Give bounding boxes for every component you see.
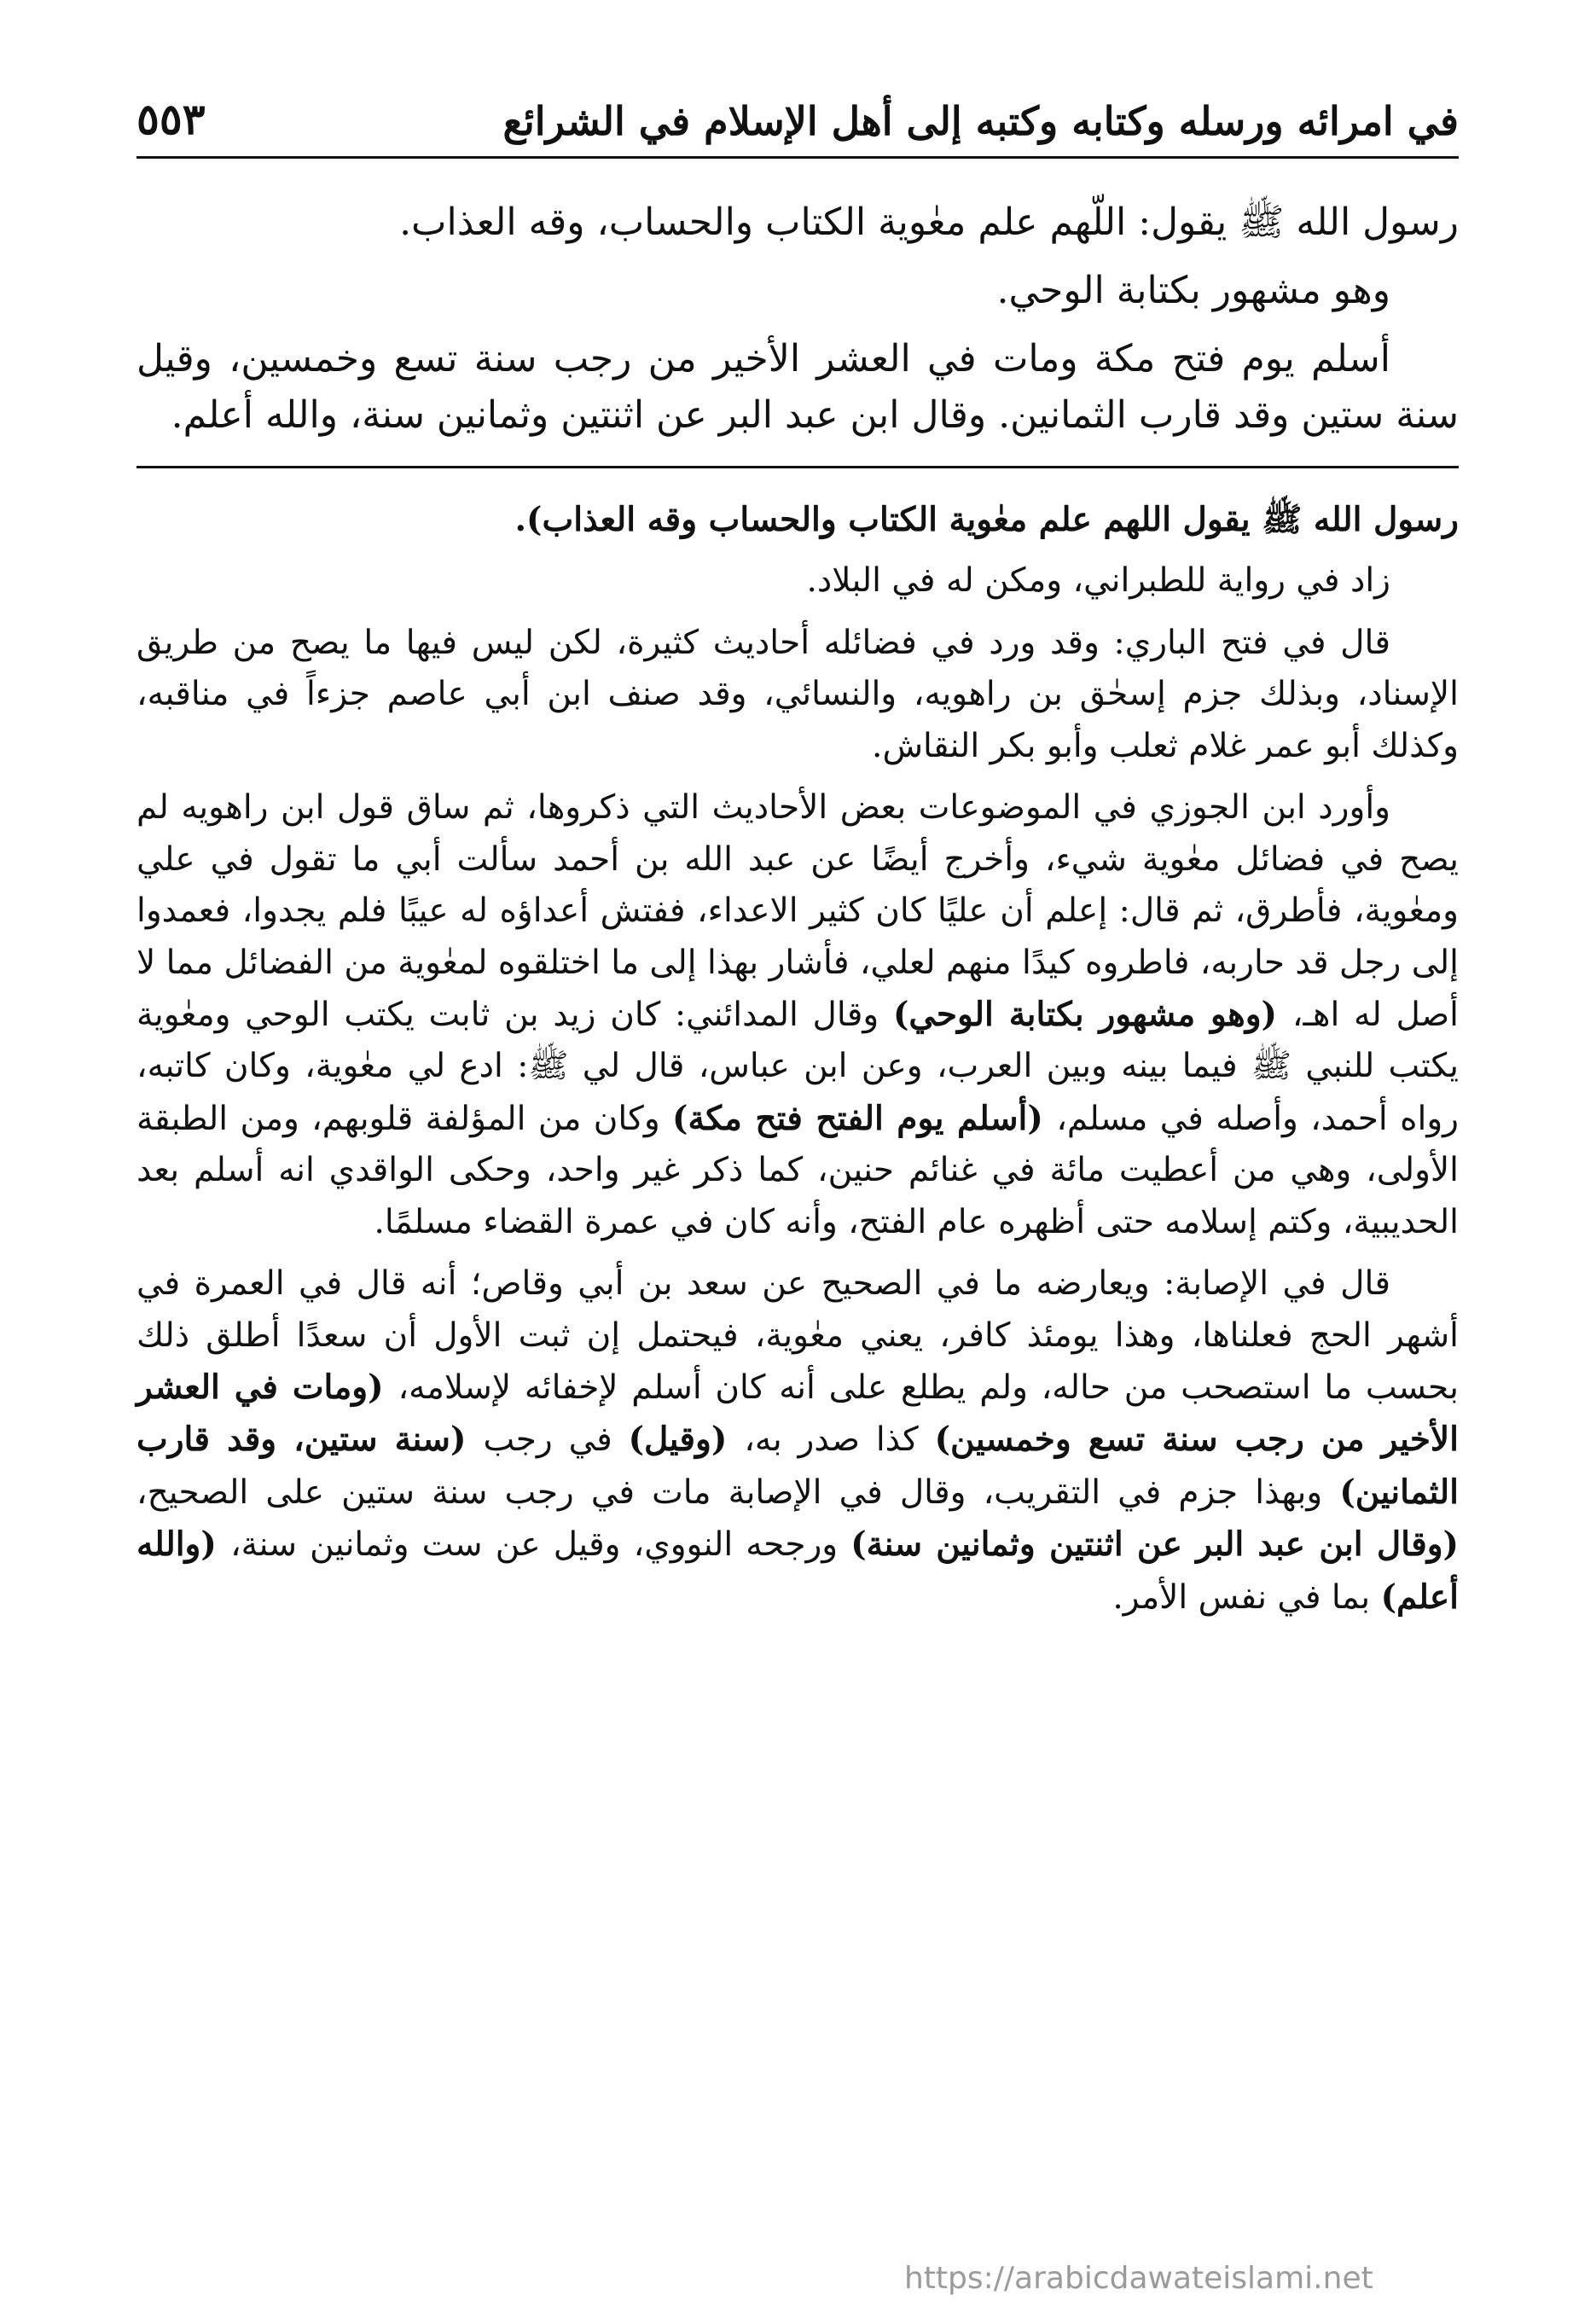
quoted-phrase: (وقيل) bbox=[628, 1420, 745, 1460]
running-title: في امرائه ورسله وكتابه وكتبه إلى أهل الإسلام في الشرائع bbox=[502, 98, 1459, 144]
quoted-phrase: (والله أعلم) bbox=[136, 1525, 1459, 1617]
main-text bbox=[136, 195, 1459, 444]
quoted-phrase: (سنة ستين، وقد قارب الثمانين) bbox=[136, 1420, 1459, 1512]
section-divider bbox=[136, 466, 1459, 468]
text-segment: وكان من المؤلفة قلوبهم، ومن الطبقة الأولى، وهي من أعطيت مائة في غنائم حنين، كما ذكر غير واحد، وحكى الواقدي انه أسلم بعد الحديبية، وكتم إسلامه حتى أظهره عام الفتح، وأنه كان في عمرة القضاء مسلمًا. bbox=[136, 1099, 1459, 1241]
watermark-url: https://arabicdawateislami.net bbox=[904, 2261, 1373, 2296]
page-header bbox=[136, 94, 1459, 159]
commentary-paragraph-1: زاد في رواية للطبراني، ومكن له في البلاد. bbox=[806, 561, 1390, 601]
text-segment: في رجب bbox=[483, 1421, 629, 1460]
main-paragraph-2: وهو مشهور بكتابة الوحي. bbox=[996, 269, 1390, 312]
main-paragraph-3: أسلم يوم فتح مكة ومات في العشر الأخير من رجب سنة تسع وخمسين، وقيل سنة ستين وقد قارب الثمانين. وقال ابن عبد البر عن اثنتين وثمانين سنة، والله أعلم. bbox=[136, 337, 1459, 437]
book-page bbox=[136, 94, 1459, 1634]
text-segment: بما في نفس الأمر. bbox=[1112, 1577, 1381, 1617]
commentary-heading: رسول الله ﷺ يقول اللهم علم معٰوية الكتاب والحساب وقه العذاب). bbox=[514, 500, 1459, 539]
commentary bbox=[136, 494, 1459, 1624]
quoted-phrase: (ومات في العشر الأخير من رجب سنة تسع وخمسين) bbox=[136, 1368, 1459, 1460]
commentary-paragraph-4 bbox=[136, 1258, 1459, 1624]
quoted-phrase: (وهو مشهور بكتابة الوحي) bbox=[892, 994, 1292, 1034]
text-segment: كذا صدر به، bbox=[744, 1421, 935, 1460]
main-paragraph-1: رسول الله ﷺ يقول: اللّهم علم معٰوية الكتاب والحساب، وقه العذاب. bbox=[399, 200, 1459, 244]
page-number: ٥٥٣ bbox=[136, 94, 206, 144]
text-segment: وقال المدائني: كان زيد بن ثابت يكتب الوحي ومعٰوية يكتب للنبي ﷺ فيما بينه وبين العرب، وعن ابن عباس، قال لي ﷺ: ادع لي معٰوية، وكان كاتبه، رواه أحمد، وأصله في مسلم، bbox=[136, 995, 1460, 1138]
quoted-phrase: (وقال ابن عبد البر عن اثنتين وثمانين سنة) bbox=[850, 1525, 1459, 1565]
quoted-phrase: (أسلم يوم الفتح فتح مكة) bbox=[672, 1098, 1057, 1138]
text-segment: وأورد ابن الجوزي في الموضوعات بعض الأحاديث التي ذكروها، ثم ساق قول ابن راهويه لم يصح في فضائل معٰوية شيء، وأخرج أيضًا عن عبد الله بن أحمد سألت أبي ما تقول في علي ومعٰوية، فأطرق، ثم قال: إعلم أن عليًا كان كثير الاعداء، ففتش أعداؤه له عيبًا فلم يجدوا، فعمدوا إلى رجل قد حاربه، فاطروه كيدًا منهم لعلي، فأشار بهذا إلى ما اختلقوه لمعٰوية من الفضائل مما لا أصل له اهـ، bbox=[136, 788, 1459, 1034]
text-segment: وبهذا جزم في التقريب، وقال في الإصابة مات في رجب سنة ستين على الصحيح، bbox=[136, 1473, 1340, 1512]
commentary-paragraph-3 bbox=[136, 782, 1459, 1248]
text-segment: ورجحه النووي، وقيل عن ست وثمانين سنة، bbox=[230, 1525, 851, 1565]
text-segment: قال في الإصابة: ويعارضه ما في الصحيح عن سعد بن أبي وقاص؛ أنه قال في العمرة في أشهر الحج فعلناها، وهذا يومئذ كافر، يعني معٰوية، فيحتمل إن ثبت الأول أن سعدًا أطلق ذلك بحسب ما استصحب من حاله، ولم يطلع على أنه كان أسلم لإخفائه لإسلامه، bbox=[136, 1264, 1459, 1407]
commentary-paragraph-2: قال في فتح الباري: وقد ورد في فضائله أحاديث كثيرة، لكن ليس فيها ما يصح من طريق الإسناد، وبذلك جزم إسحٰق بن راهويه، والنسائي، وقد صنف ابن أبي عاصم جزءاً في مناقبه، وكذلك أبو عمر غلام ثعلب وأبو بكر النقاش. bbox=[136, 623, 1459, 765]
